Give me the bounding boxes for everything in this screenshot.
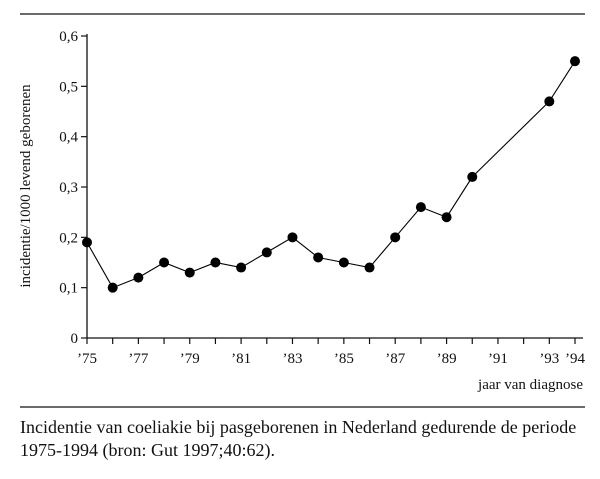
y-tick-label: 0,6: [59, 29, 78, 45]
y-tick-label: 0: [70, 331, 78, 347]
x-tick-label: ’75: [77, 351, 97, 367]
x-tick-label: ’87: [385, 351, 406, 367]
y-tick-label: 0,2: [59, 230, 78, 247]
x-tick-label: ’89: [436, 351, 457, 367]
x-tick-label: ’85: [333, 351, 354, 367]
x-tick-label: ’94: [565, 351, 585, 367]
data-point: [390, 232, 400, 242]
plot-frame: [87, 34, 583, 338]
data-point: [467, 172, 477, 182]
y-tick-label: 0,4: [59, 129, 78, 146]
data-point: [82, 237, 92, 247]
series-line: [87, 61, 575, 288]
x-axis-ticks: [77, 338, 585, 367]
y-axis-ticks: [59, 29, 87, 347]
y-axis-title: incidentie/1000 levend geborenen: [18, 84, 34, 288]
x-tick-label: ’91: [487, 351, 508, 367]
data-point: [570, 56, 580, 66]
data-point: [416, 202, 426, 212]
data-point: [287, 232, 297, 242]
data-point: [236, 263, 246, 273]
series-points: [82, 56, 580, 292]
y-tick-label: 0,3: [59, 180, 78, 196]
data-point: [185, 268, 195, 278]
y-tick-label: 0,5: [59, 79, 78, 96]
x-tick-label: ’93: [539, 351, 560, 367]
data-point: [339, 258, 349, 268]
x-tick-label: ’81: [231, 351, 252, 367]
data-point: [365, 263, 375, 273]
data-point: [133, 273, 143, 283]
data-point: [442, 212, 452, 222]
data-point: [108, 283, 118, 293]
x-tick-label: ’83: [282, 351, 303, 367]
data-point: [313, 252, 323, 262]
data-point: [210, 258, 220, 268]
x-axis-title: jaar van diagnose: [478, 377, 583, 393]
x-tick-label: ’77: [128, 351, 149, 367]
data-point: [262, 247, 272, 257]
x-tick-label: ’79: [179, 351, 200, 367]
series-lines: [87, 61, 575, 288]
figure-caption: Incidentie van coeliakie bij pasgeborenen in Nederland gedurende de periode 1975-1994 (bron: Gut 1997;40:62).: [20, 417, 577, 460]
data-point: [159, 258, 169, 268]
y-tick-label: 0,1: [59, 280, 78, 297]
data-point: [544, 96, 554, 106]
